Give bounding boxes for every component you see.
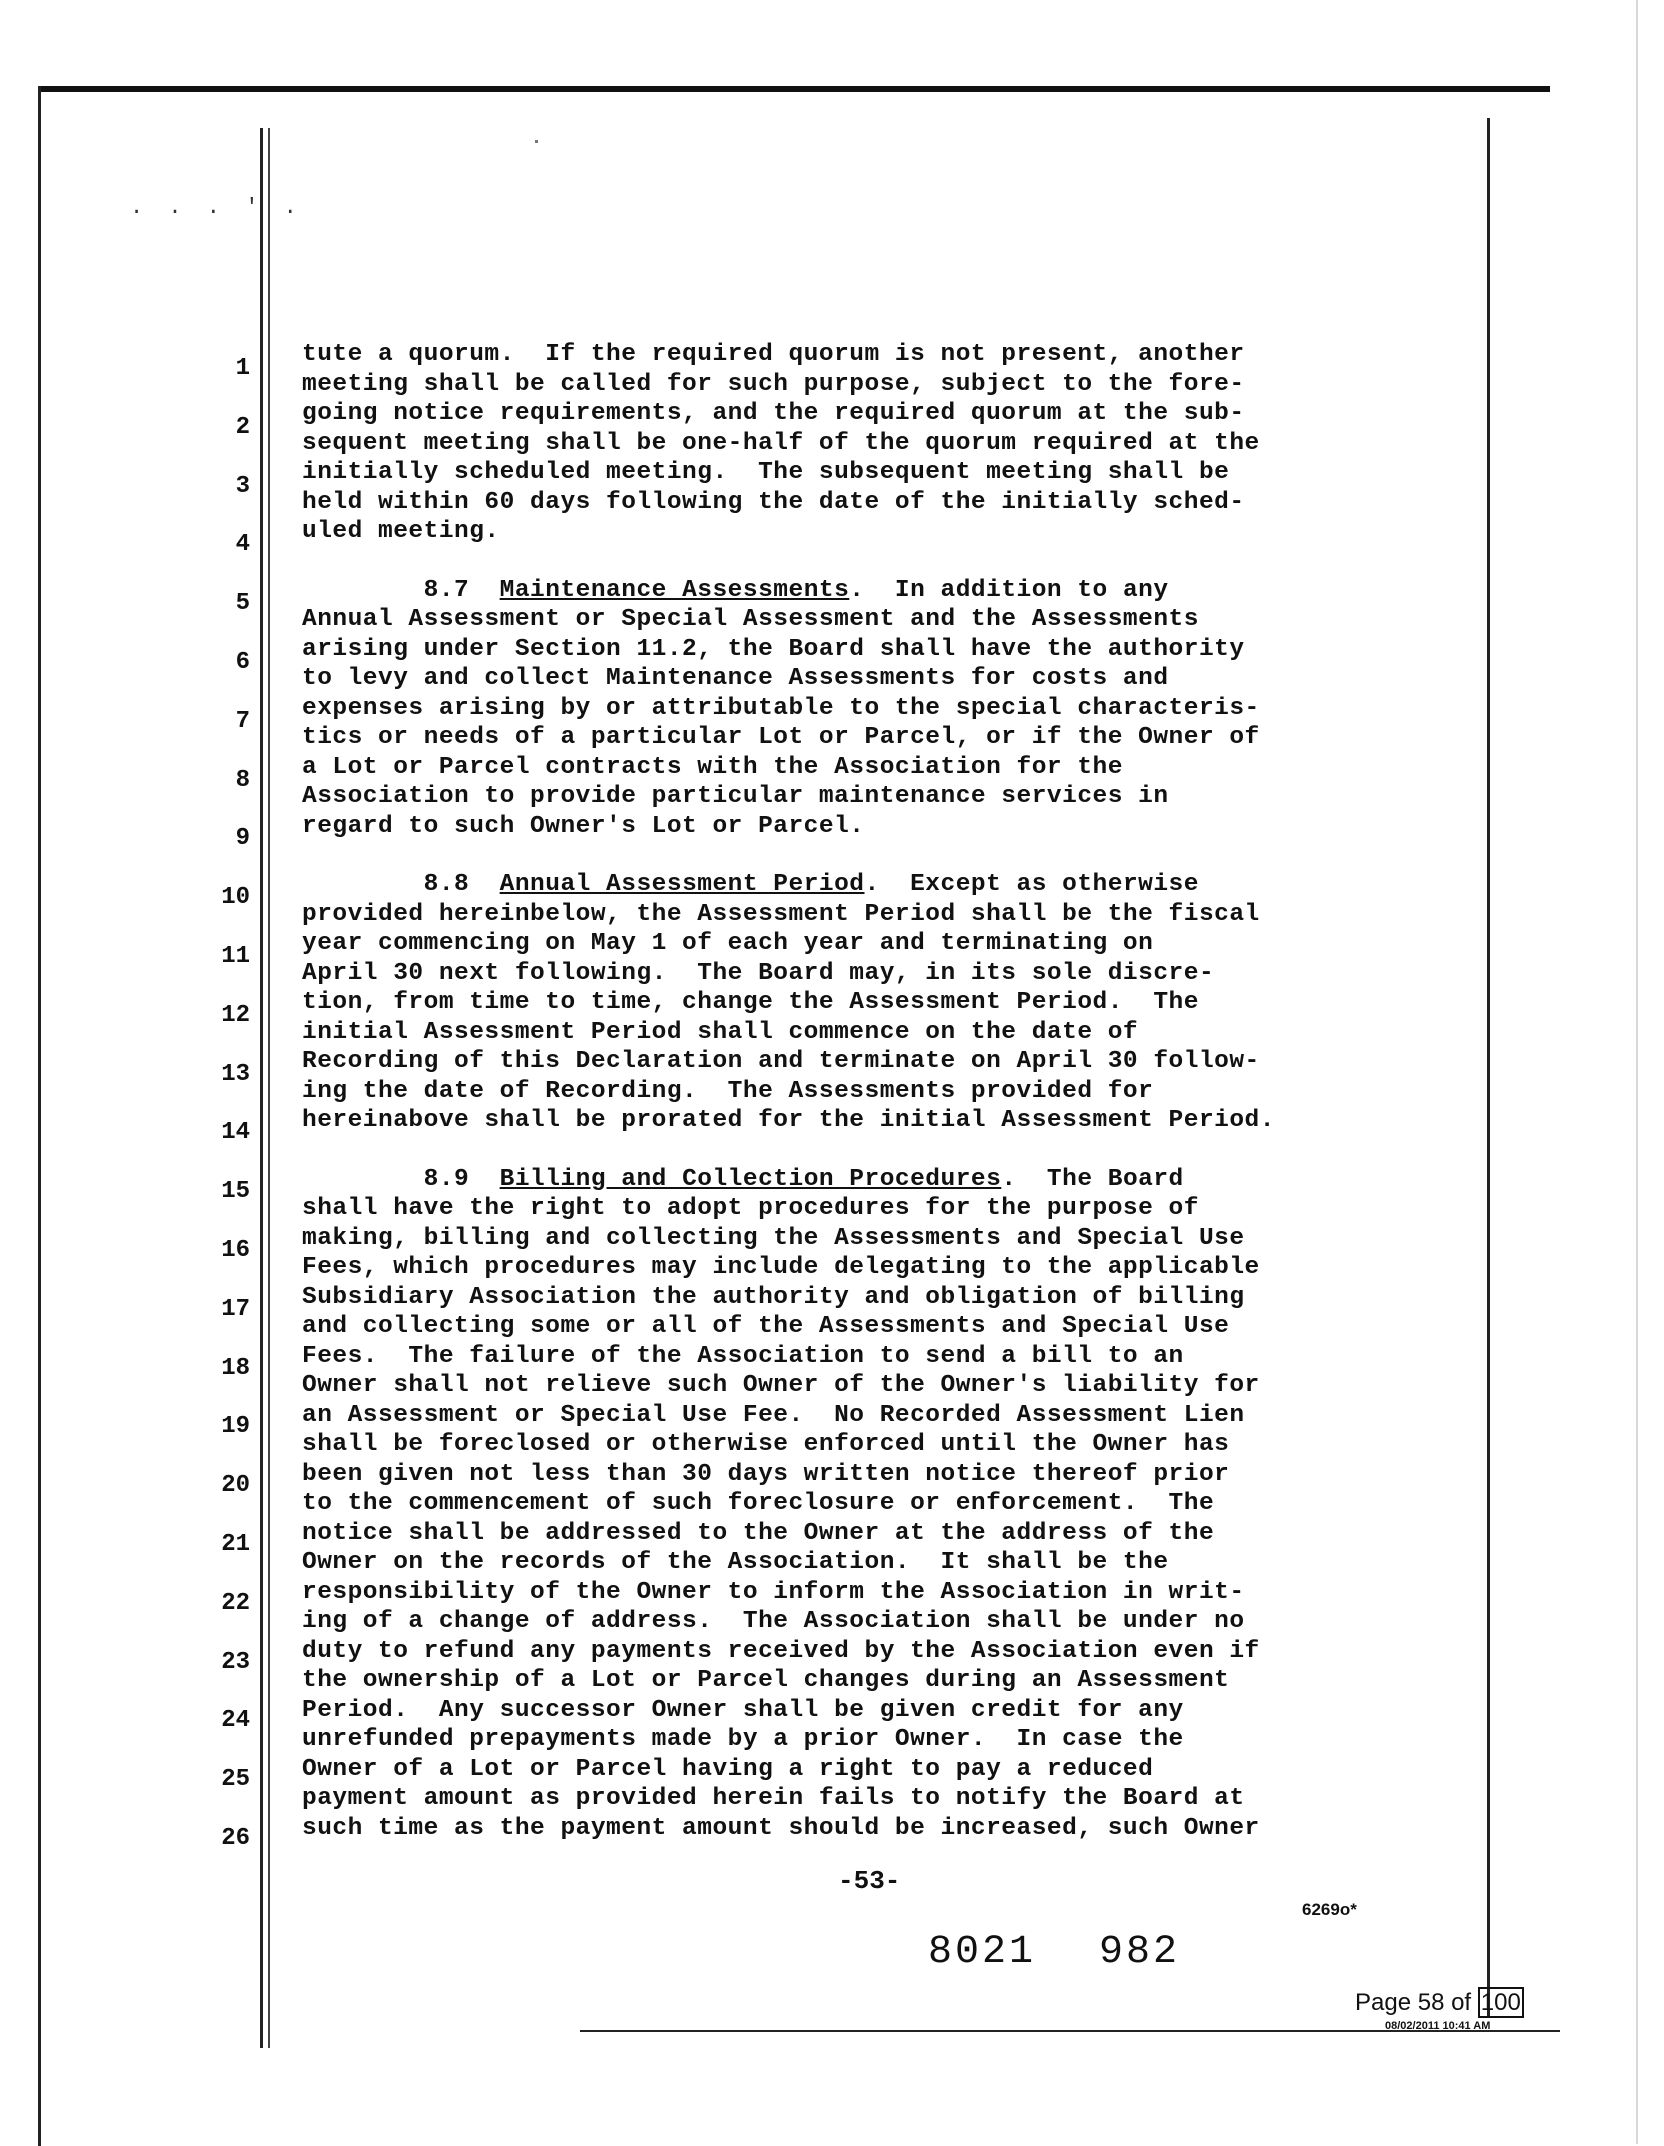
line-number-column	[200, 355, 250, 1884]
text-line: the ownership of a Lot or Parcel changes during an Assessment	[302, 1667, 1230, 1694]
line-number: 18	[221, 1354, 250, 1382]
text-line: expenses arising by or attributable to the special characteris-	[302, 694, 1260, 722]
text-line: ing of a change of address. The Association shall be under no	[302, 1608, 1245, 1635]
text-line: shall be foreclosed or otherwise enforced until the Owner has	[302, 1431, 1230, 1458]
margin-marks: . . . ' .	[130, 195, 303, 220]
scan-edge-line	[1636, 0, 1638, 2144]
line-number: 16	[221, 1236, 250, 1264]
text-line: tute a quorum. If the required quorum is not present, another	[302, 341, 1245, 368]
line-number: 13	[221, 1060, 250, 1088]
line-number: 6	[235, 648, 250, 676]
text-line: uled meeting.	[302, 518, 500, 545]
line-number: 14	[221, 1119, 250, 1147]
section-number: 8.7	[302, 576, 500, 604]
line-number: 1	[235, 355, 250, 382]
text-line: April 30 next following. The Board may, in its sole discre-	[302, 959, 1215, 987]
text-line: ing the date of Recording. The Assessments provided for	[302, 1077, 1154, 1105]
text-line: responsibility of the Owner to inform the Association in writ-	[302, 1578, 1245, 1606]
text-line: been given not less than 30 days written notice thereof prior	[302, 1460, 1230, 1488]
section-heading: Annual Assessment Period	[499, 871, 865, 898]
line-number: 8	[235, 766, 250, 794]
text-line: initial Assessment Period shall commence on the date of	[302, 1018, 1139, 1046]
text-line: Period. Any successor Owner shall be given credit for any	[302, 1696, 1184, 1724]
text-line: to levy and collect Maintenance Assessments for costs and	[302, 665, 1169, 692]
text-line: meeting shall be called for such purpose, subject to the fore-	[302, 370, 1245, 398]
line-number: 20	[221, 1472, 250, 1500]
section-heading: Billing and Collection Procedures	[499, 1165, 1002, 1193]
line-number: 25	[221, 1766, 250, 1794]
recording-reference: 8021 982	[928, 1930, 1181, 1975]
text-line: an Assessment or Special Use Fee. No Recorded Assessment Lien	[302, 1401, 1245, 1429]
paragraph	[302, 576, 1462, 842]
line-number: 15	[221, 1178, 250, 1206]
page-counter	[1355, 1989, 1524, 2017]
paragraph	[302, 340, 1462, 547]
line-number: 21	[221, 1530, 250, 1558]
text-line: Annual Assessment or Special Assessment and the Assessments	[302, 606, 1199, 633]
text-line: arising under Section 11.2, the Board shall have the authority	[302, 635, 1245, 663]
text-line: to the commencement of such foreclosure or enforcement. The	[302, 1490, 1215, 1517]
text-line: Recording of this Declaration and terminate on April 30 follow-	[302, 1048, 1260, 1075]
text-line: tics or needs of a particular Lot or Parcel, or if the Owner of	[302, 724, 1260, 751]
page-counter-prefix: Page 58 of	[1355, 1989, 1478, 2016]
section-heading: Maintenance Assessments	[499, 576, 850, 604]
line-number: 23	[221, 1648, 250, 1676]
section-number: 8.8	[302, 871, 500, 898]
text-line: going notice requirements, and the required quorum at the sub-	[302, 400, 1245, 427]
document-code: 6269o*	[1302, 1900, 1357, 1919]
section-heading-rest: . Except as otherwise	[864, 871, 1199, 898]
left-margin-rule	[260, 128, 263, 2048]
section-number: 8.9	[302, 1165, 500, 1193]
text-line: tion, from time to time, change the Assessment Period. The	[302, 989, 1199, 1016]
text-line: a Lot or Parcel contracts with the Association for the	[302, 753, 1123, 781]
page-number: -53-	[838, 1866, 901, 1896]
text-line: held within 60 days following the date of the initially sched-	[302, 488, 1245, 516]
line-number: 9	[235, 825, 250, 853]
line-number: 26	[221, 1824, 250, 1852]
line-number: 17	[221, 1295, 250, 1323]
text-line: Owner on the records of the Association. It shall be the	[302, 1549, 1169, 1576]
text-line: making, billing and collecting the Assessments and Special Use	[302, 1224, 1245, 1252]
text-line: Owner shall not relieve such Owner of the Owner's liability for	[302, 1372, 1260, 1399]
text-line: Association to provide particular maintenance services in	[302, 783, 1169, 810]
text-line: notice shall be addressed to the Owner at the address of the	[302, 1519, 1215, 1547]
section-heading-rest: . In addition to any	[849, 576, 1169, 604]
document-body	[302, 340, 1462, 1843]
page-top-border	[38, 86, 1550, 92]
scan-speck	[535, 140, 538, 143]
text-line: provided hereinbelow, the Assessment Period shall be the fiscal	[302, 900, 1260, 928]
text-line: regard to such Owner's Lot or Parcel.	[302, 812, 865, 840]
recording-timestamp: 08/02/2011 10:41 AM	[1385, 2020, 1491, 2032]
line-number: 5	[235, 590, 250, 618]
section-heading-rest: . The Board	[1001, 1165, 1184, 1193]
text-line: unrefunded prepayments made by a prior Owner. In case the	[302, 1726, 1184, 1753]
line-number: 7	[235, 707, 250, 735]
text-line: hereinabove shall be prorated for the initial Assessment Period.	[302, 1107, 1275, 1134]
paragraph	[302, 870, 1462, 1136]
line-number: 10	[221, 884, 250, 912]
line-number: 2	[235, 413, 250, 441]
text-line: payment amount as provided herein fails to notify the Board at	[302, 1785, 1245, 1812]
line-number: 12	[221, 1001, 250, 1029]
text-line: sequent meeting shall be one-half of the quorum required at the	[302, 429, 1260, 457]
text-line: and collecting some or all of the Assessments and Special Use	[302, 1313, 1230, 1340]
text-line: Fees, which procedures may include delegating to the applicable	[302, 1254, 1260, 1281]
text-line: Owner of a Lot or Parcel having a right to pay a reduced	[302, 1755, 1154, 1783]
paragraph	[302, 1165, 1462, 1844]
right-margin-rule	[1487, 118, 1490, 2018]
text-line: Subsidiary Association the authority and obligation of billing	[302, 1283, 1245, 1311]
text-line: shall have the right to adopt procedures for the purpose of	[302, 1195, 1199, 1222]
line-number: 3	[235, 472, 250, 500]
line-number: 22	[221, 1589, 250, 1617]
page-counter-total: 100	[1478, 1987, 1524, 2018]
text-line: duty to refund any payments received by the Association even if	[302, 1637, 1260, 1665]
line-number: 11	[221, 942, 250, 970]
text-line: such time as the payment amount should be increased, such Owner	[302, 1814, 1260, 1842]
line-number: 4	[235, 531, 250, 559]
left-margin-rule-inner	[268, 128, 270, 2048]
page-left-border	[38, 86, 41, 2146]
text-line: year commencing on May 1 of each year and terminating on	[302, 930, 1154, 957]
line-number: 19	[221, 1413, 250, 1441]
text-line: initially scheduled meeting. The subsequent meeting shall be	[302, 459, 1230, 486]
text-line: Fees. The failure of the Association to send a bill to an	[302, 1342, 1184, 1370]
line-number: 24	[221, 1707, 250, 1735]
